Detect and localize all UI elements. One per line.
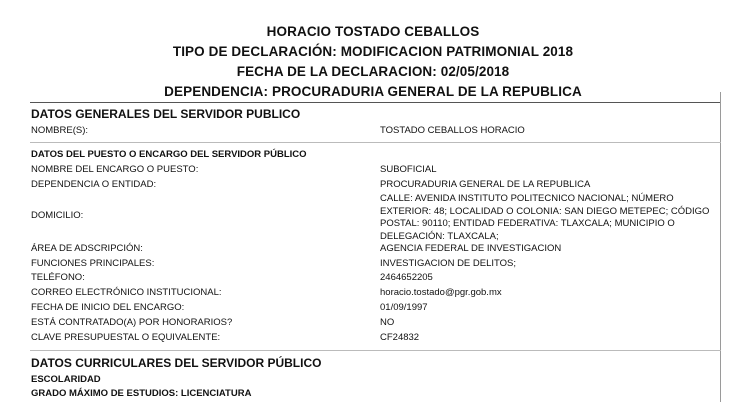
field-value: PROCURADURIA GENERAL DE LA REPUBLICA <box>380 179 591 190</box>
field-label: CLAVE PRESUPUESTAL O EQUIVALENTE: <box>31 332 221 343</box>
section-title-curriculares: DATOS CURRICULARES DEL SERVIDOR PÚBLICO <box>31 356 322 370</box>
declaration-date: FECHA DE LA DECLARACION: 02/05/2018 <box>236 64 510 79</box>
field-label: TELÉFONO: <box>31 272 85 283</box>
field-label: CORREO ELECTRÓNICO INSTITUCIONAL: <box>31 287 222 298</box>
declaration-agency: DEPENDENCIA: PROCURADURIA GENERAL DE LA REPUBLICA <box>164 84 582 99</box>
declaration-type: TIPO DE DECLARACIÓN: MODIFICACION PATRIMONIAL 2018 <box>172 44 574 59</box>
field-value: 01/09/1997 <box>380 302 428 313</box>
field-row-domicilio <box>31 193 721 241</box>
document-header <box>0 22 746 102</box>
field-label: ÁREA DE ADSCRIPCIÓN: <box>31 243 143 254</box>
section-divider <box>30 350 721 351</box>
section-title-generales: DATOS GENERALES DEL SERVIDOR PUBLICO <box>31 107 301 121</box>
field-label: NOMBRE DEL ENCARGO O PUESTO: <box>31 164 199 175</box>
frame-border <box>720 92 721 402</box>
field-label: DOMICILIO: <box>31 210 84 221</box>
field-label: ESTÁ CONTRATADO(A) POR HONORARIOS? <box>31 317 233 328</box>
field-value: INVESTIGACION DE DELITOS; <box>380 258 517 269</box>
field-value: SUBOFICIAL <box>380 164 437 175</box>
field-value: horacio.tostado@pgr.gob.mx <box>380 287 502 298</box>
field-value: 2464652205 <box>380 272 433 283</box>
declarant-name: HORACIO TOSTADO CEBALLOS <box>266 24 480 39</box>
field-label: DEPENDENCIA O ENTIDAD: <box>31 179 157 190</box>
field-label: FUNCIONES PRINCIPALES: <box>31 258 155 269</box>
field-value: TOSTADO CEBALLOS HORACIO <box>380 125 525 136</box>
field-value: CF24832 <box>380 332 420 343</box>
field-label: FECHA DE INICIO DEL ENCARGO: <box>31 302 185 313</box>
field-value: CALLE: AVENIDA INSTITUTO POLITECNICO NACIONAL; NÚMERO EXTERIOR: 48; LOCALIDAD O COLONIA: SAN DIEGO METEPEC; CÓDIGO POSTAL: 90110; ENTIDAD FEDERATIVA: TLAXCALA; MUNICIPIO O DELEGACIÓN: TLAXCALA; <box>380 193 710 242</box>
grado-maximo: GRADO MÁXIMO DE ESTUDIOS: LICENCIATURA <box>31 388 252 399</box>
field-value: AGENCIA FEDERAL DE INVESTIGACION <box>380 243 562 254</box>
field-label: NOMBRE(S): <box>31 125 88 136</box>
field-value: NO <box>380 317 395 328</box>
escolaridad-heading: ESCOLARIDAD <box>31 374 101 385</box>
section-title-puesto: DATOS DEL PUESTO O ENCARGO DEL SERVIDOR PÚBLICO <box>31 149 307 160</box>
section-divider <box>30 142 721 143</box>
header-divider <box>30 102 721 103</box>
